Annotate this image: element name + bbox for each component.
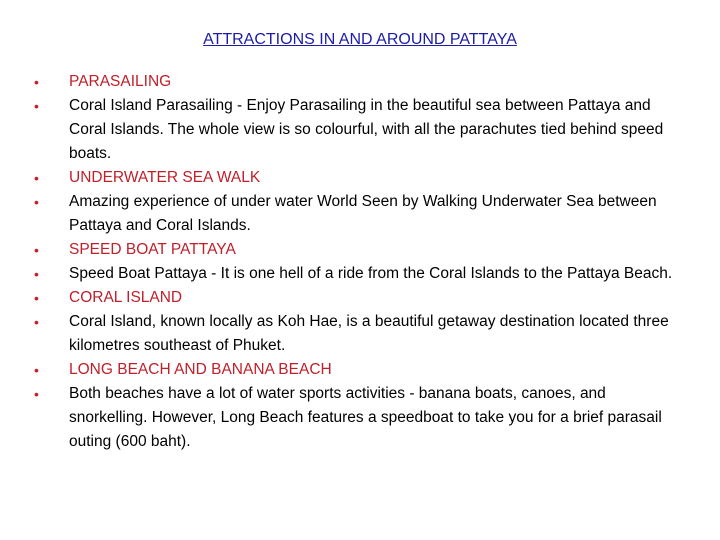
bullet-icon [34, 166, 39, 190]
bullet-heading-long-beach [32, 358, 682, 382]
bullet-icon [34, 358, 39, 382]
bullet-body-coral-island [32, 310, 682, 358]
bullet-icon [34, 310, 39, 334]
bullet-text: UNDERWATER SEA WALK [69, 169, 261, 186]
bullet-text: SPEED BOAT PATTAYA [69, 241, 236, 258]
bullet-body-speed-boat [32, 262, 682, 286]
bullet-text: LONG BEACH AND BANANA BEACH [69, 361, 332, 378]
bullet-text: Both beaches have a lot of water sports activities - banana boats, canoes, and snorkelling. However, Long Beach features a speedboat to take you for a brief parasail outing (600 baht). [69, 385, 662, 450]
bullet-list [32, 70, 682, 454]
bullet-text: Speed Boat Pattaya - It is one hell of a ride from the Coral Islands to the Pattaya Beach. [69, 265, 673, 282]
bullet-heading-speed-boat [32, 238, 682, 262]
bullet-icon [34, 382, 39, 406]
bullet-icon [34, 190, 39, 214]
bullet-icon [34, 262, 39, 286]
slide-title: ATTRACTIONS IN AND AROUND PATTAYA [203, 31, 517, 48]
bullet-icon [34, 286, 39, 310]
bullet-text: Coral Island Parasailing - Enjoy Parasailing in the beautiful sea between Pattaya and Coral Islands. The whole view is so colourful, with all the parachutes tied behind speed boats. [69, 97, 664, 162]
bullet-icon [34, 238, 39, 262]
bullet-body-long-beach [32, 382, 682, 454]
bullet-icon [34, 70, 39, 94]
bullet-heading-underwater-sea-walk [32, 166, 682, 190]
bullet-heading-parasailing [32, 70, 682, 94]
bullet-body-underwater-sea-walk [32, 190, 682, 238]
bullet-text: CORAL ISLAND [69, 289, 183, 306]
bullet-heading-coral-island [32, 286, 682, 310]
bullet-text: Coral Island, known locally as Koh Hae, is a beautiful getaway destination located three kilometres southeast of Phuket. [69, 313, 669, 354]
bullet-text: Amazing experience of under water World Seen by Walking Underwater Sea between Pattaya and Coral Islands. [69, 193, 657, 234]
bullet-text: PARASAILING [69, 73, 172, 90]
bullet-body-parasailing [32, 94, 682, 166]
bullet-icon [34, 94, 39, 118]
